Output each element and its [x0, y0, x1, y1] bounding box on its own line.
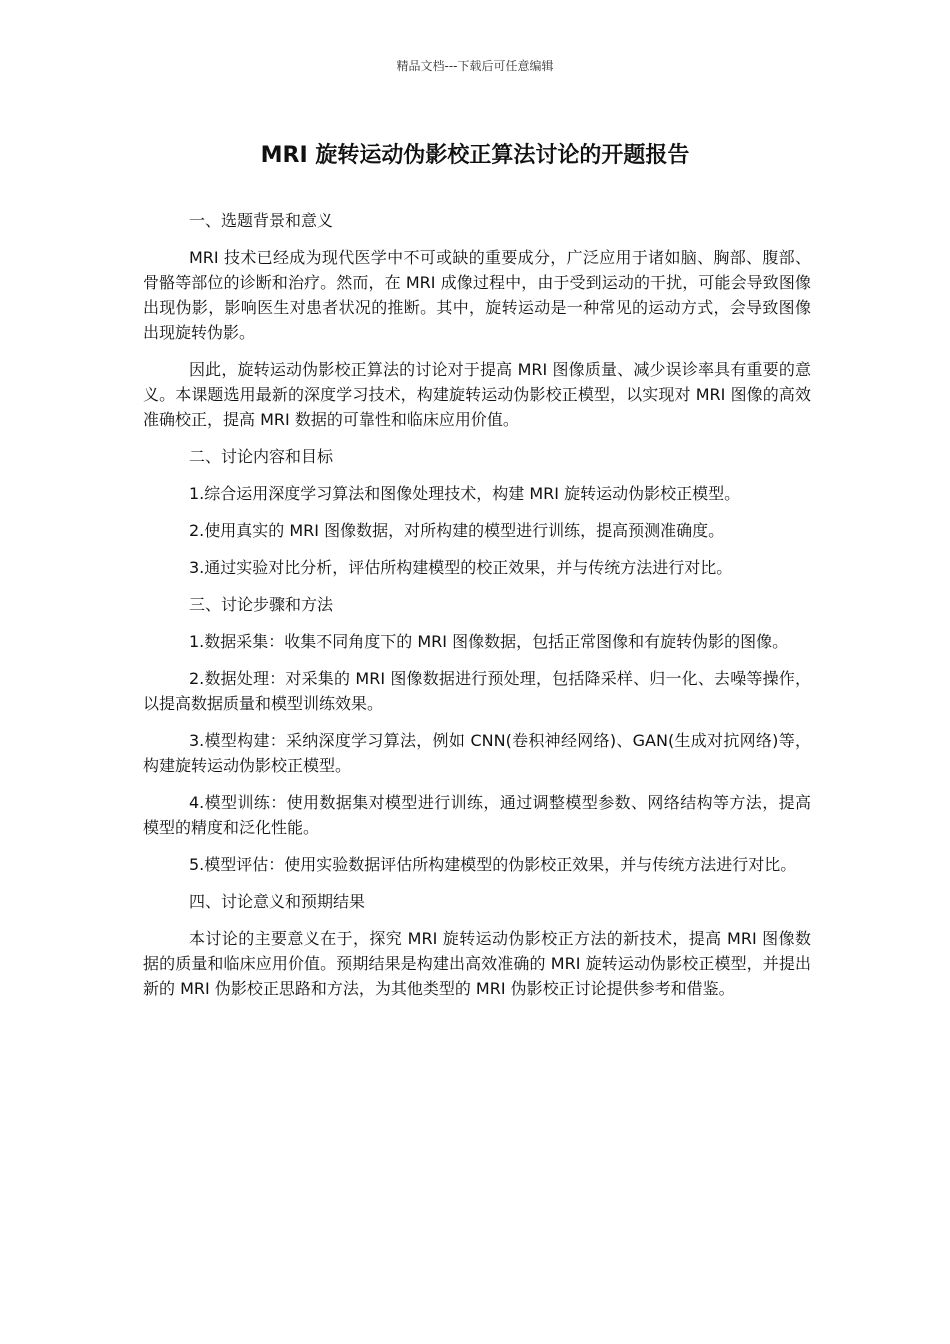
header-note: 精品文档---下载后可任意编辑: [396, 59, 554, 73]
section-heading-background: 一、选题背景和意义: [189, 211, 334, 230]
goal-item-3: 3.通过实验对比分析，评估所构建模型的校正效果，并与传统方法进行对比。: [189, 558, 733, 577]
step-item-2: 2.数据处理：对采集的 MRI 图像数据进行预处理，包括降采样、归一化、去噪等操作，以提高数据质量和模型训练效果。: [143, 669, 811, 713]
paragraph-background-2: 因此，旋转运动伪影校正算法的讨论对于提高 MRI 图像质量、减少误诊率具有重要的意义。本课题选用最新的深度学习技术，构建旋转运动伪影校正模型，以实现对 MRI 图像的高效准确校正，提高 MRI 数据的可靠性和临床应用价值。: [143, 360, 811, 429]
step-item-1: 1.数据采集：收集不同角度下的 MRI 图像数据，包括正常图像和有旋转伪影的图像。: [189, 632, 789, 651]
section-heading-content-goals: 二、讨论内容和目标: [189, 447, 334, 466]
step-item-3: 3.模型构建：采纳深度学习算法，例如 CNN(卷积神经网络)、GAN(生成对抗网络)等，构建旋转运动伪影校正模型。: [143, 731, 811, 775]
goal-item-2: 2.使用真实的 MRI 图像数据，对所构建的模型进行训练，提高预测准确度。: [189, 521, 725, 540]
step-item-4: 4.模型训练：使用数据集对模型进行训练，通过调整模型参数、网络结构等方法，提高模型的精度和泛化性能。: [143, 793, 811, 837]
section-heading-steps-methods: 三、讨论步骤和方法: [189, 595, 334, 614]
document-title: MRI 旋转运动伪影校正算法讨论的开题报告: [260, 143, 690, 168]
paragraph-background-1: MRI 技术已经成为现代医学中不可或缺的重要成分，广泛应用于诸如脑、胸部、腹部、骨骼等部位的诊断和治疗。然而，在 MRI 成像过程中，由于受到运动的干扰，可能会导致图像出现伪影，影响医生对患者状况的推断。其中，旋转运动是一种常见的运动方式，会导致图像出现旋转伪影。: [143, 248, 811, 342]
document-body: [143, 208, 811, 1013]
paragraph-significance: 本讨论的主要意义在于，探究 MRI 旋转运动伪影校正方法的新技术，提高 MRI 图像数据的质量和临床应用价值。预期结果是构建出高效准确的 MRI 旋转运动伪影校正模型，并提出新的 MRI 伪影校正思路和方法，为其他类型的 MRI 伪影校正讨论提供参考和借鉴。: [143, 929, 811, 998]
section-heading-significance-results: 四、讨论意义和预期结果: [189, 892, 366, 911]
step-item-5: 5.模型评估：使用实验数据评估所构建模型的伪影校正效果，并与传统方法进行对比。: [189, 855, 797, 874]
goal-item-1: 1.综合运用深度学习算法和图像处理技术，构建 MRI 旋转运动伪影校正模型。: [189, 484, 741, 503]
